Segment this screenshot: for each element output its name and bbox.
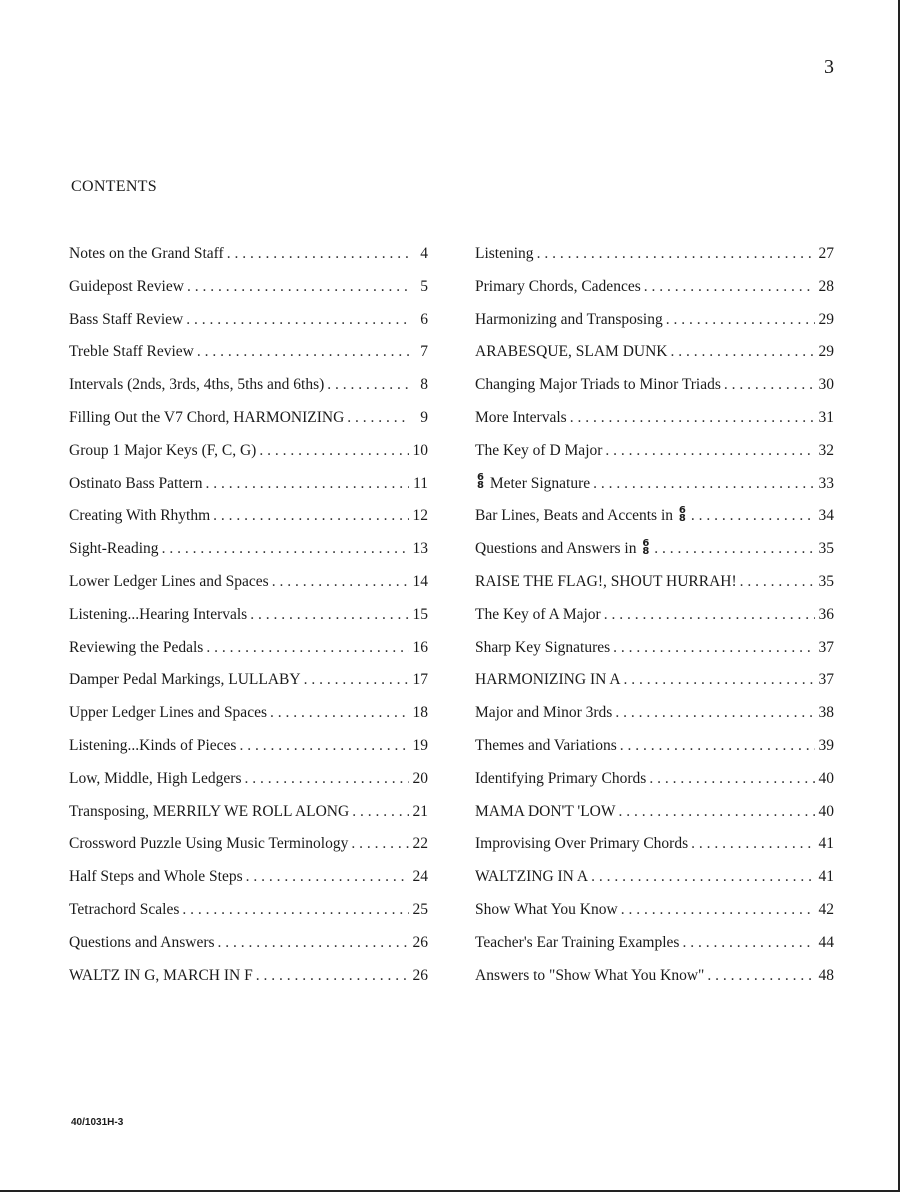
dot-leader <box>649 769 815 789</box>
toc-entry[interactable] <box>69 769 428 802</box>
toc-entry-page: 11 <box>413 474 428 492</box>
toc-entry[interactable] <box>475 441 834 474</box>
dot-leader <box>605 441 815 461</box>
toc-entry-page: 17 <box>412 671 428 689</box>
toc-entry[interactable] <box>69 834 428 867</box>
toc-entry[interactable] <box>475 506 834 539</box>
dot-leader <box>270 703 409 723</box>
toc-entry[interactable] <box>475 277 834 310</box>
toc-entry-page: 9 <box>420 408 428 426</box>
toc-entry-text: The Key of D Major <box>475 441 603 459</box>
meter-signature-icon <box>642 537 650 557</box>
toc-entry-title <box>69 506 210 526</box>
toc-entry-text: Half Steps and Whole Steps <box>69 868 243 886</box>
meter-signature-icon <box>477 474 484 490</box>
toc-entry-text: Show What You Know <box>475 900 618 918</box>
toc-entry[interactable] <box>69 572 428 605</box>
toc-entry-page: 29 <box>818 310 834 328</box>
toc-entry-title <box>475 834 688 854</box>
toc-entry-page: 40 <box>818 802 834 820</box>
toc-entry-page: 37 <box>818 638 834 656</box>
toc-entry-title <box>69 834 348 854</box>
toc-entry-page: 32 <box>818 441 834 459</box>
toc-entry[interactable] <box>69 703 428 736</box>
toc-entry-page: 20 <box>412 769 428 787</box>
dot-leader <box>244 769 409 789</box>
toc-entry[interactable] <box>475 966 834 999</box>
toc-entry-text: Ostinato Bass Pattern <box>69 474 203 492</box>
toc-entry-page: 7 <box>420 343 428 361</box>
toc-entry-text: More Intervals <box>475 408 567 426</box>
toc-entry[interactable] <box>69 670 428 703</box>
dot-leader <box>644 277 815 297</box>
meter-bottom: 8 <box>642 545 650 557</box>
toc-entry[interactable] <box>69 802 428 835</box>
toc-entry-text: Major and Minor 3rds <box>475 704 613 722</box>
toc-entry-title <box>69 900 179 920</box>
toc-entry-page: 22 <box>412 835 428 853</box>
toc-entry[interactable] <box>475 769 834 802</box>
toc-entry-title <box>475 769 646 789</box>
dot-leader <box>691 834 815 854</box>
toc-entry[interactable] <box>69 375 428 408</box>
dot-leader <box>187 277 409 297</box>
toc-entry-title <box>475 605 601 625</box>
toc-entry-title <box>475 572 737 592</box>
toc-entry-text: Teacher's Ear Training Examples <box>475 933 680 951</box>
dot-leader <box>347 408 409 428</box>
toc-entry-page: 24 <box>412 868 428 886</box>
dot-leader <box>272 572 409 592</box>
toc-entry-text: Damper Pedal Markings, LULLABY <box>69 671 301 689</box>
meter-signature-icon <box>678 504 686 524</box>
toc-entry-title <box>475 736 617 756</box>
toc-entry-title <box>475 966 704 986</box>
dot-leader <box>682 933 815 953</box>
meter-bottom: 8 <box>678 512 686 524</box>
toc-entry-text: Guidepost Review <box>69 277 184 295</box>
dot-leader <box>182 900 409 920</box>
toc-entry-text: Low, Middle, High Ledgers <box>69 769 242 787</box>
toc-entry[interactable] <box>475 736 834 769</box>
meter-top: 6 <box>642 537 650 549</box>
toc-entry[interactable] <box>69 736 428 769</box>
dot-leader <box>613 638 815 658</box>
dot-leader <box>707 966 815 986</box>
toc-entry[interactable] <box>475 408 834 441</box>
toc-entry-text: Questions and Answers in <box>475 540 637 558</box>
toc-entry[interactable] <box>69 441 428 474</box>
toc-entry-text: Themes and Variations <box>475 736 617 754</box>
dot-leader <box>619 802 816 822</box>
toc-entry-text: Harmonizing and Transposing <box>475 310 663 328</box>
toc-entry-title <box>69 638 203 658</box>
toc-entry-text: Sharp Key Signatures <box>475 638 611 656</box>
dot-leader <box>654 539 815 559</box>
dot-leader <box>205 474 409 494</box>
toc-entry-title <box>475 867 588 887</box>
toc-entry[interactable] <box>69 900 428 933</box>
toc-entry-title <box>475 539 651 559</box>
toc-entry-page: 48 <box>818 966 834 984</box>
dot-leader <box>227 244 409 264</box>
toc-entry-page: 42 <box>818 900 834 918</box>
toc-entry-text: Listening...Hearing Intervals <box>69 605 248 623</box>
dot-leader <box>256 966 409 986</box>
toc-entry-page: 14 <box>412 572 428 590</box>
dot-leader <box>351 834 409 854</box>
toc-entry-title <box>69 408 344 428</box>
toc-entry-page: 4 <box>420 245 428 262</box>
toc-entry[interactable] <box>69 310 428 343</box>
toc-entry[interactable] <box>475 670 834 703</box>
toc-entry-text: Treble Staff Review <box>69 343 194 361</box>
toc-entry-page: 16 <box>412 638 428 656</box>
toc-entry-title <box>69 441 256 461</box>
toc-entry[interactable] <box>475 375 834 408</box>
toc-entry-text: Upper Ledger Lines and Spaces <box>69 704 267 722</box>
toc-entry-title <box>69 802 349 822</box>
dot-leader <box>186 310 409 330</box>
dot-leader <box>621 900 815 920</box>
toc-entry-title <box>69 605 247 625</box>
toc-entry[interactable] <box>69 867 428 900</box>
toc-entry-page: 31 <box>818 408 834 426</box>
toc-entry-page: 35 <box>818 572 834 590</box>
toc-entry-title <box>69 867 243 887</box>
dot-leader <box>327 375 409 395</box>
toc-entry-page: 10 <box>412 441 428 459</box>
toc-entry[interactable] <box>475 834 834 867</box>
toc-entry-page: 13 <box>412 540 428 558</box>
meter-bottom: 8 <box>477 480 484 492</box>
toc-entry-title <box>475 900 618 920</box>
toc-entry-text: HARMONIZING IN A <box>475 671 621 689</box>
toc-entry[interactable] <box>475 572 834 605</box>
toc-entry-title <box>69 769 241 789</box>
toc-entry[interactable] <box>69 605 428 638</box>
toc-entry[interactable] <box>475 342 834 375</box>
page-number: 3 <box>824 56 834 78</box>
toc-entry-title <box>475 474 590 494</box>
toc-entry-title <box>69 670 301 690</box>
toc-entry-page: 21 <box>412 802 428 820</box>
toc-entry-text: Questions and Answers <box>69 933 215 951</box>
toc-entry-text: Primary Chords, Cadences <box>475 277 641 295</box>
dot-leader <box>570 408 815 428</box>
toc-entry-text: RAISE THE FLAG!, SHOUT HURRAH! <box>475 572 737 590</box>
dot-leader <box>604 605 815 625</box>
dot-leader <box>162 539 409 559</box>
dot-leader <box>213 506 409 526</box>
toc-entry-text: Notes on the Grand Staff <box>69 245 224 262</box>
toc-entry-page: 5 <box>420 277 428 295</box>
toc-column-right <box>475 244 834 998</box>
toc-entry-text: Filling Out the V7 Chord, HARMONIZING <box>69 408 345 426</box>
toc-entry-page: 12 <box>412 507 428 525</box>
toc-entry-page: 6 <box>420 310 428 328</box>
toc-entry-title <box>475 670 621 690</box>
dot-leader <box>740 572 815 592</box>
toc-entry-page: 19 <box>412 736 428 754</box>
toc-entry[interactable] <box>69 277 428 310</box>
toc-entry-page: 44 <box>818 933 834 951</box>
toc-entry-text: Answers to "Show What You Know" <box>475 966 705 984</box>
toc-entry-title <box>69 703 267 723</box>
toc-entry-page: 37 <box>818 671 834 689</box>
toc-entry[interactable] <box>69 506 428 539</box>
toc-entry-title <box>475 638 610 658</box>
toc-entry-text: Reviewing the Pedals <box>69 638 204 656</box>
toc-entry-text: Lower Ledger Lines and Spaces <box>69 572 269 590</box>
dot-leader <box>620 736 815 756</box>
toc-entry-page: 29 <box>818 343 834 361</box>
toc-entry-page: 41 <box>818 868 834 886</box>
toc-entry-page: 36 <box>818 605 834 623</box>
dot-leader <box>250 605 409 625</box>
toc-entry-title <box>69 933 215 953</box>
toc-entry-text: Bass Staff Review <box>69 310 184 328</box>
dot-leader <box>206 638 409 658</box>
toc-entry-text: WALTZ IN G, MARCH IN F <box>69 966 253 984</box>
toc-entry-title <box>475 802 616 822</box>
toc-entry-title <box>69 572 269 592</box>
toc-entry-text: Listening <box>475 245 534 262</box>
toc-entry[interactable] <box>69 408 428 441</box>
dot-leader <box>218 933 409 953</box>
toc-entry[interactable] <box>69 933 428 966</box>
meter-top: 6 <box>477 472 484 484</box>
toc-entry-text: Group 1 Major Keys (F, C, G) <box>69 441 257 459</box>
toc-entry[interactable] <box>475 703 834 736</box>
toc-entry-title <box>69 342 194 362</box>
dot-leader <box>691 506 815 526</box>
dot-leader <box>670 342 815 362</box>
meter-top: 6 <box>678 504 686 516</box>
toc-entry[interactable] <box>69 966 428 999</box>
toc-entry[interactable] <box>475 244 834 277</box>
toc-entry-text: Changing Major Triads to Minor Triads <box>475 376 721 394</box>
toc-entry-title <box>69 277 184 297</box>
toc-entry-title <box>69 539 159 559</box>
toc-entry-title <box>69 474 202 494</box>
toc-entry-page: 25 <box>412 900 428 918</box>
toc-entry-text: WALTZING IN A <box>475 868 589 886</box>
dot-leader <box>239 736 409 756</box>
toc-entry-text: Transposing, MERRILY WE ROLL ALONG <box>69 802 350 820</box>
toc-entry[interactable] <box>475 638 834 671</box>
toc-entry[interactable] <box>69 244 428 277</box>
toc-entry-title <box>69 966 253 986</box>
dot-leader <box>352 802 409 822</box>
dot-leader <box>615 703 815 723</box>
toc-entry-page: 26 <box>412 933 428 951</box>
toc-entry-page: 27 <box>818 245 834 262</box>
dot-leader <box>624 670 815 690</box>
toc-entry[interactable] <box>69 474 428 507</box>
dot-leader <box>197 342 409 362</box>
toc-entry-page: 33 <box>818 474 834 492</box>
toc-entry-page: 8 <box>420 376 428 394</box>
dot-leader <box>724 375 815 395</box>
toc-entry-title <box>475 703 612 723</box>
toc-entry-title <box>475 375 721 395</box>
dot-leader <box>666 310 815 330</box>
toc-entry-page: 30 <box>818 376 834 394</box>
toc-entry-text: The Key of A Major <box>475 605 601 623</box>
toc-entry-text: Improvising Over Primary Chords <box>475 835 689 853</box>
toc-entry[interactable] <box>475 867 834 900</box>
toc-entry-title <box>475 244 534 264</box>
toc-entry-text: MAMA DON'T 'LOW <box>475 802 616 820</box>
toc-entry-page: 18 <box>412 704 428 722</box>
toc-entry-page: 34 <box>818 507 834 525</box>
dot-leader <box>593 474 815 494</box>
toc-entry-text: ARABESQUE, SLAM DUNK <box>475 343 668 361</box>
toc-entry-text: Meter Signature <box>489 474 591 492</box>
toc-entry-text: Identifying Primary Chords <box>475 769 647 787</box>
toc-entry-title <box>69 375 324 395</box>
dot-leader <box>259 441 409 461</box>
toc-entry-page: 40 <box>818 769 834 787</box>
toc-entry-page: 15 <box>412 605 428 623</box>
toc-entry[interactable] <box>475 605 834 638</box>
toc-entry-title <box>475 933 679 953</box>
toc-entry[interactable] <box>475 900 834 933</box>
toc-entry-page: 35 <box>818 540 834 558</box>
toc-entry-text: Intervals (2nds, 3rds, 4ths, 5ths and 6ths) <box>69 376 325 394</box>
toc-entry-title <box>475 408 567 428</box>
toc-entry-page: 26 <box>412 966 428 984</box>
toc-entry-title <box>475 310 663 330</box>
toc-entry-page: 39 <box>818 736 834 754</box>
toc-entry-text: Listening...Kinds of Pieces <box>69 736 237 754</box>
toc-entry-text: Sight-Reading <box>69 540 159 558</box>
toc-entry-text: Tetrachord Scales <box>69 900 180 918</box>
toc-entry-title <box>69 736 236 756</box>
toc-entry-page: 38 <box>818 704 834 722</box>
toc-entry-title <box>475 277 641 297</box>
toc-entry-title <box>69 244 224 264</box>
contents-heading: CONTENTS <box>71 178 157 195</box>
toc-entry-text: Crossword Puzzle Using Music Terminology <box>69 835 349 853</box>
dot-leader <box>591 867 815 887</box>
toc-entry-title <box>475 506 688 526</box>
toc-entry-title <box>475 342 667 362</box>
toc-entry[interactable] <box>475 933 834 966</box>
toc-entry[interactable] <box>475 802 834 835</box>
toc-entry-text: Creating With Rhythm <box>69 507 211 525</box>
toc-entry[interactable] <box>475 310 834 343</box>
toc-entry-page: 28 <box>818 277 834 295</box>
dot-leader <box>246 867 409 887</box>
toc-entry-title <box>69 310 183 330</box>
toc-entry-title <box>475 441 602 461</box>
catalog-code: 40/1031H-3 <box>71 1117 124 1128</box>
toc-entry-page: 41 <box>818 835 834 853</box>
dot-leader <box>537 244 815 264</box>
toc-entry[interactable] <box>69 638 428 671</box>
toc-column-left <box>69 244 428 998</box>
toc-entry-text: Bar Lines, Beats and Accents in <box>475 507 674 525</box>
toc-entry[interactable] <box>475 539 834 572</box>
dot-leader <box>304 670 409 690</box>
toc-entry[interactable] <box>69 342 428 375</box>
toc-entry[interactable] <box>69 539 428 572</box>
toc-entry[interactable] <box>475 474 834 507</box>
